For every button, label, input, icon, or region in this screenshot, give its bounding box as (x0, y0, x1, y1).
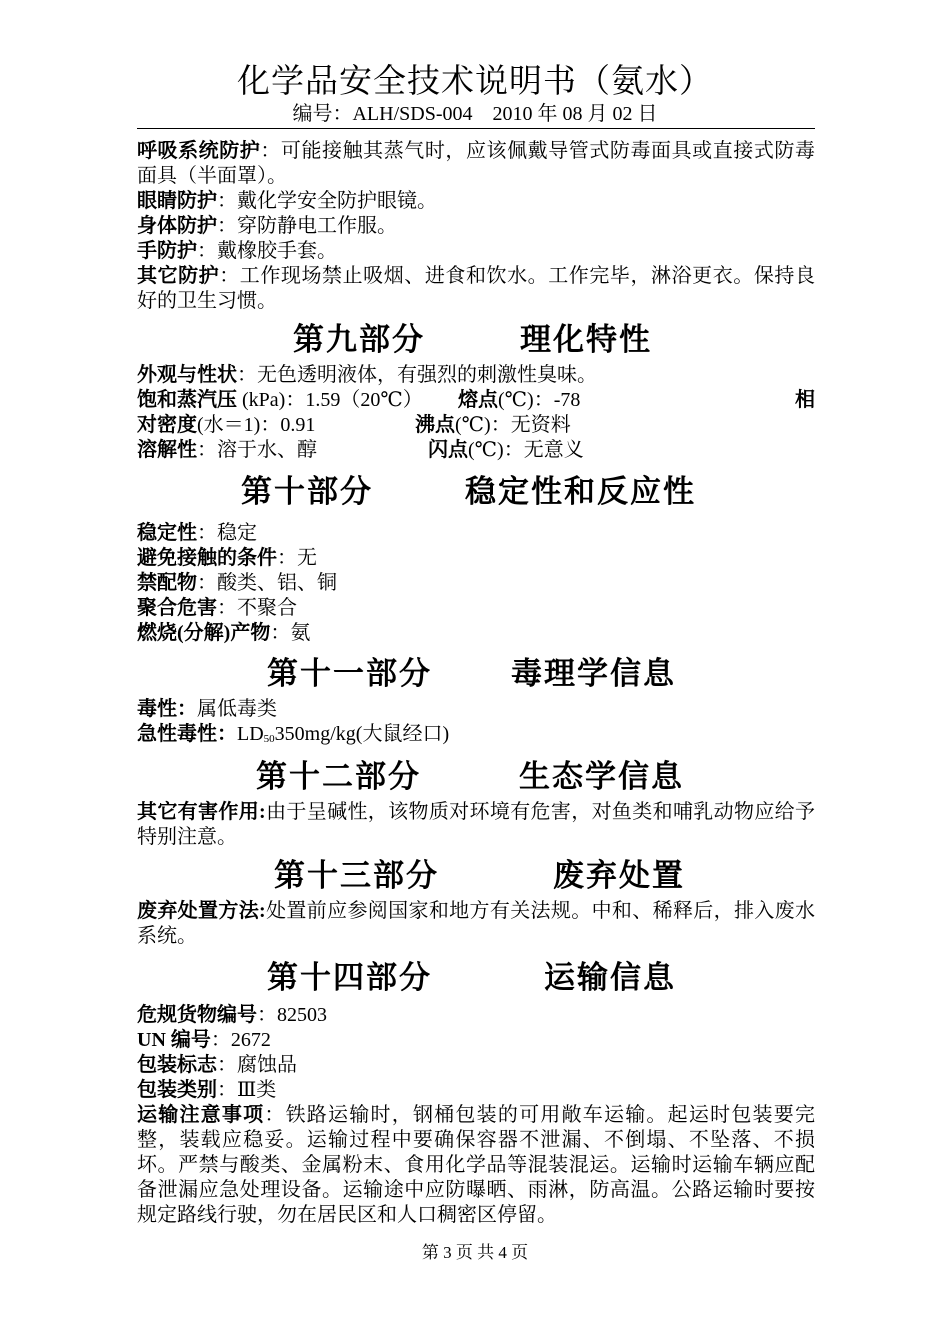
other-protection-text: ：工作现场禁止吸烟、进食和饮水。工作完毕，淋浴更衣。保持良好的卫生习惯。 (137, 265, 815, 312)
body-protection-label: 身体防护 (137, 215, 217, 237)
dangerous-goods-number-label: 危规货物编号 (137, 1004, 257, 1026)
polymerization-hazard (137, 596, 815, 621)
toxicity (137, 697, 815, 722)
hand-protection-label: 手防护 (137, 240, 197, 262)
melting-point (458, 388, 580, 413)
density-boil-row (137, 413, 815, 438)
toxicity-text: 属低毒类 (197, 698, 277, 720)
acute-toxicity-ld: LD (237, 723, 264, 745)
packaging-mark (137, 1053, 815, 1078)
section-12-part: 第十二部分 (256, 759, 421, 794)
incompatible-materials-text: ：酸类、铝、铜 (197, 572, 337, 594)
document-title: 化学品安全技术说明书（氨水） (237, 64, 713, 100)
conditions-to-avoid-label: 避免接触的条件 (137, 547, 277, 569)
stability (137, 521, 815, 546)
section-11-name: 毒理学信息 (511, 656, 676, 691)
relative-density-label-start: 相 (795, 389, 815, 411)
un-number-label: UN 编号 (137, 1029, 211, 1051)
packaging-mark-label: 包装标志 (137, 1054, 217, 1076)
boiling-point (415, 413, 571, 438)
packaging-group-label: 包装类别 (137, 1079, 217, 1101)
disposal-method (137, 899, 815, 949)
disposal-method-text: 处置前应参阅国家和地方有关法规。中和、稀释后，排入废水系统。 (137, 900, 816, 947)
packaging-group (137, 1078, 815, 1103)
stability-label: 稳定性 (137, 522, 197, 544)
flash-point-text: (℃)：无意义 (468, 439, 584, 461)
boiling-point-label: 沸点 (415, 414, 455, 436)
disposal-method-label: 废弃处置方法: (137, 900, 266, 922)
hand-protection-text: ：戴橡胶手套。 (197, 240, 337, 262)
solubility-text: ：溶于水、醇 (197, 439, 317, 461)
solubility-flash-row (137, 438, 815, 463)
eye-protection-label: 眼睛防护 (137, 190, 217, 212)
section-11-part: 第十一部分 (267, 656, 432, 691)
incompatible-materials (137, 571, 815, 596)
stability-text: ：稳定 (197, 522, 257, 544)
polymerization-hazard-text: ：不聚合 (217, 597, 297, 619)
conditions-to-avoid-text: ：无 (277, 547, 317, 569)
section-9-name: 理化特性 (520, 322, 652, 357)
relative-density-text: (水＝1)：0.91 (197, 414, 316, 436)
section-9-part: 第九部分 (293, 322, 425, 357)
section-14-name: 运输信息 (544, 960, 676, 995)
section-10-part: 第十部分 (241, 474, 373, 509)
acute-toxicity (137, 722, 815, 752)
dangerous-goods-number-text: ：82503 (257, 1004, 327, 1026)
flash-point (428, 438, 584, 463)
page-number: 第 3 页 共 4 页 (421, 1243, 529, 1262)
vapor-pressure-text: (kPa)：1.59（20℃） (237, 389, 423, 411)
relative-density (137, 413, 315, 438)
respiratory-protection-text: ：可能接触其蒸气时，应该佩戴导管式防毒面具或直接式防毒面具（半面罩）。 (137, 140, 815, 187)
hand-protection (137, 239, 815, 264)
section-10-name: 稳定性和反应性 (465, 474, 696, 509)
dangerous-goods-number (137, 1003, 815, 1028)
other-harmful-effects-text: 由于呈碱性，该物质对环境有危害，对鱼类和哺乳动物应给予特别注意。 (137, 801, 816, 848)
incompatible-materials-label: 禁配物 (137, 572, 197, 594)
polymerization-hazard-label: 聚合危害 (137, 597, 217, 619)
section-10-heading (137, 469, 815, 515)
toxicity-label: 毒性： (137, 698, 197, 720)
flash-point-label: 闪点 (428, 439, 468, 461)
vapor-pressure-label: 饱和蒸汽压 (137, 389, 237, 411)
melting-point-label: 熔点 (458, 389, 498, 411)
section-11-heading (137, 651, 815, 697)
un-number-text: ：2672 (210, 1029, 271, 1051)
respiratory-protection (137, 139, 815, 189)
section-14-heading (137, 955, 815, 1001)
packaging-group-text: ：Ⅲ类 (217, 1079, 277, 1101)
section-13-heading (137, 853, 815, 899)
header-divider (137, 128, 815, 129)
section-13-part: 第十三部分 (274, 858, 439, 893)
section-9-heading (137, 317, 815, 363)
appearance-label: 外观与性状 (137, 364, 237, 386)
section-14-part: 第十四部分 (267, 960, 432, 995)
conditions-to-avoid (137, 546, 815, 571)
transport-notes-label: 运输注意事项 (137, 1104, 265, 1126)
appearance (137, 363, 815, 388)
combustion-products (137, 621, 815, 646)
combustion-products-text: ：氨 (270, 622, 311, 644)
section-12-name: 生态学信息 (519, 759, 684, 794)
packaging-mark-text: ：腐蚀品 (217, 1054, 297, 1076)
un-number (137, 1028, 815, 1053)
vapor-pressure (137, 388, 423, 413)
document-body (137, 139, 815, 1228)
relative-density-label: 对密度 (137, 414, 197, 436)
solubility (137, 438, 317, 463)
transport-notes-text: ：铁路运输时，钢桶包装的可用敞车运输。起运时包装要完整，装载应稳妥。运输过程中要确保容器不泄漏、不倒塌、不坠落、不损坏。严禁与酸类、金属粉末、食用化学品等混装混运。运输时运输车辆应配备泄漏应急处理设备。运输途中应防曝晒、雨淋，防高温。公路运输时要按规定路线行驶，勿在居民区和人口稠密区停留。 (137, 1104, 816, 1226)
body-protection (137, 214, 815, 239)
transport-notes (137, 1103, 815, 1228)
acute-toxicity-label: 急性毒性： (137, 723, 237, 745)
other-protection-label: 其它防护 (137, 265, 220, 287)
acute-toxicity-text: 350mg/kg(大鼠经口) (274, 723, 450, 745)
solubility-label: 溶解性 (137, 439, 197, 461)
other-harmful-effects (137, 800, 815, 850)
eye-protection (137, 189, 815, 214)
respiratory-protection-label: 呼吸系统防护 (137, 140, 261, 162)
vapor-melt-row (137, 388, 815, 413)
combustion-products-label: 燃烧(分解)产物 (137, 622, 271, 644)
appearance-text: ：无色透明液体，有强烈的刺激性臭味。 (237, 364, 597, 386)
other-harmful-effects-label: 其它有害作用: (137, 801, 266, 823)
document-number-date: 编号：ALH/SDS-004 2010 年 08 月 02 日 (292, 103, 658, 125)
melting-point-text: (℃)：-78 (498, 389, 581, 411)
body-protection-text: ：穿防静电工作服。 (217, 215, 397, 237)
boiling-point-text: (℃)：无资料 (455, 414, 571, 436)
eye-protection-text: ：戴化学安全防护眼镜。 (217, 190, 437, 212)
other-protection (137, 264, 815, 314)
section-13-name: 废弃处置 (553, 858, 685, 893)
section-12-heading (137, 754, 815, 800)
acute-toxicity-subscript: 50 (263, 733, 275, 745)
